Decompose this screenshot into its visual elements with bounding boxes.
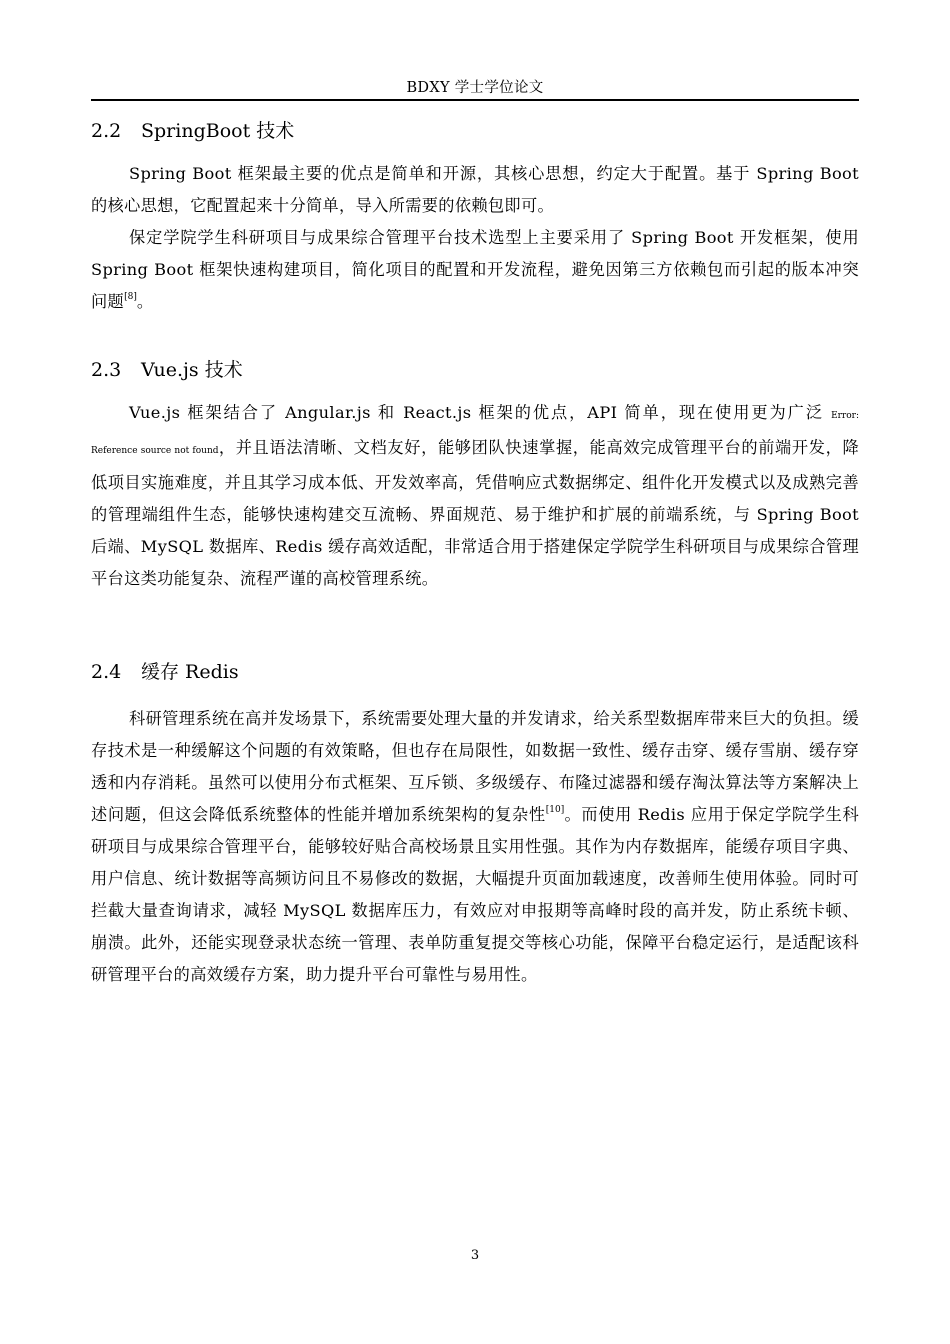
section-title: SpringBoot 技术 bbox=[141, 120, 295, 142]
reference-error-text: Error: Reference source not found bbox=[91, 411, 859, 456]
section-number: 2.3 bbox=[91, 359, 122, 381]
section-heading bbox=[91, 114, 859, 148]
section-2-2 bbox=[91, 114, 859, 318]
running-header: BDXY 学士学位论文 bbox=[406, 80, 544, 96]
paragraph-text: Spring Boot 框架最主要的优点是简单和开源，其核心思想，约定大于配置。基于 Spring Boot 的核心思想，它配置起来十分简单，导入所需要的依赖包即可。 bbox=[91, 164, 859, 215]
paragraph-text-tail: 。 bbox=[136, 292, 154, 311]
page-number: 3 bbox=[470, 1248, 480, 1263]
header-rule bbox=[91, 99, 859, 101]
section-heading bbox=[91, 655, 859, 689]
citation-ref: [10] bbox=[545, 805, 565, 815]
paragraph bbox=[91, 703, 859, 991]
section-title: Vue.js 技术 bbox=[141, 359, 243, 381]
paragraph-text: 科研管理系统在高并发场景下，系统需要处理大量的并发请求，给关系型数据库带来巨大的负担。缓存技术是一种缓解这个问题的有效策略，但也存在局限性，如数据一致性、缓存击穿、缓存雪崩、缓存穿透和内存消耗。虽然可以使用分布式框架、互斥锁、多级缓存、布隆过滤器和缓存淘汰算法等方案解决上述问题，但这会降低系统整体的性能并增加系统架构的复杂性 bbox=[91, 709, 859, 824]
section-title: 缓存 Redis bbox=[141, 661, 239, 683]
paragraph-text: 保定学院学生科研项目与成果综合管理平台技术选型上主要采用了 Spring Boot 开发框架，使用 Spring Boot 框架快速构建项目，简化项目的配置和开发流程，避免因第三方依赖包而引起的版本冲突问题 bbox=[91, 228, 859, 311]
citation-ref: [8] bbox=[124, 292, 137, 302]
section-number: 2.4 bbox=[91, 661, 122, 683]
section-2-4 bbox=[91, 655, 859, 991]
section-2-3 bbox=[91, 353, 859, 595]
paragraph-text-tail: 。而使用 Redis 应用于保定学院学生科研项目与成果综合管理平台，能够较好贴合高校场景且实用性强。其作为内存数据库，能缓存项目字典、用户信息、统计数据等高频访问且不易修改的数据，大幅提升页面加载速度，改善师生使用体验。同时可拦截大量查询请求，减轻 MySQL 数据库压力，有效应对申报期等高峰时段的高并发，防止系统卡顿、崩溃。此外，还能实现登录状态统一管理、表单防重复提交等核心功能，保障平台稳定运行，是适配该科研管理平台的高效缓存方案，助力提升平台可靠性与易用性。 bbox=[91, 805, 859, 984]
paragraph bbox=[91, 158, 859, 222]
paragraph bbox=[91, 397, 859, 595]
section-number: 2.2 bbox=[91, 120, 122, 142]
paragraph-text-tail: ，并且语法清晰、文档友好，能够团队快速掌握，能高效完成管理平台的前端开发，降低项目实施难度，并且其学习成本低、开发效率高，凭借响应式数据绑定、组件化开发模式以及成熟完善的管理端组件生态，能够快速构建交互流畅、界面规范、易于维护和扩展的前端系统，与 Spring Boot 后端、MySQL 数据库、Redis 缓存高效适配，非常适合用于搭建保定学院学生科研项目与成果综合管理平台这类功能复杂、流程严谨的高校管理系统。 bbox=[91, 438, 860, 588]
paragraph-text: Vue.js 框架结合了 Angular.js 和 React.js 框架的优点，API 简单，现在使用更为广泛 bbox=[129, 403, 832, 422]
section-heading bbox=[91, 353, 859, 387]
paragraph bbox=[91, 222, 859, 318]
